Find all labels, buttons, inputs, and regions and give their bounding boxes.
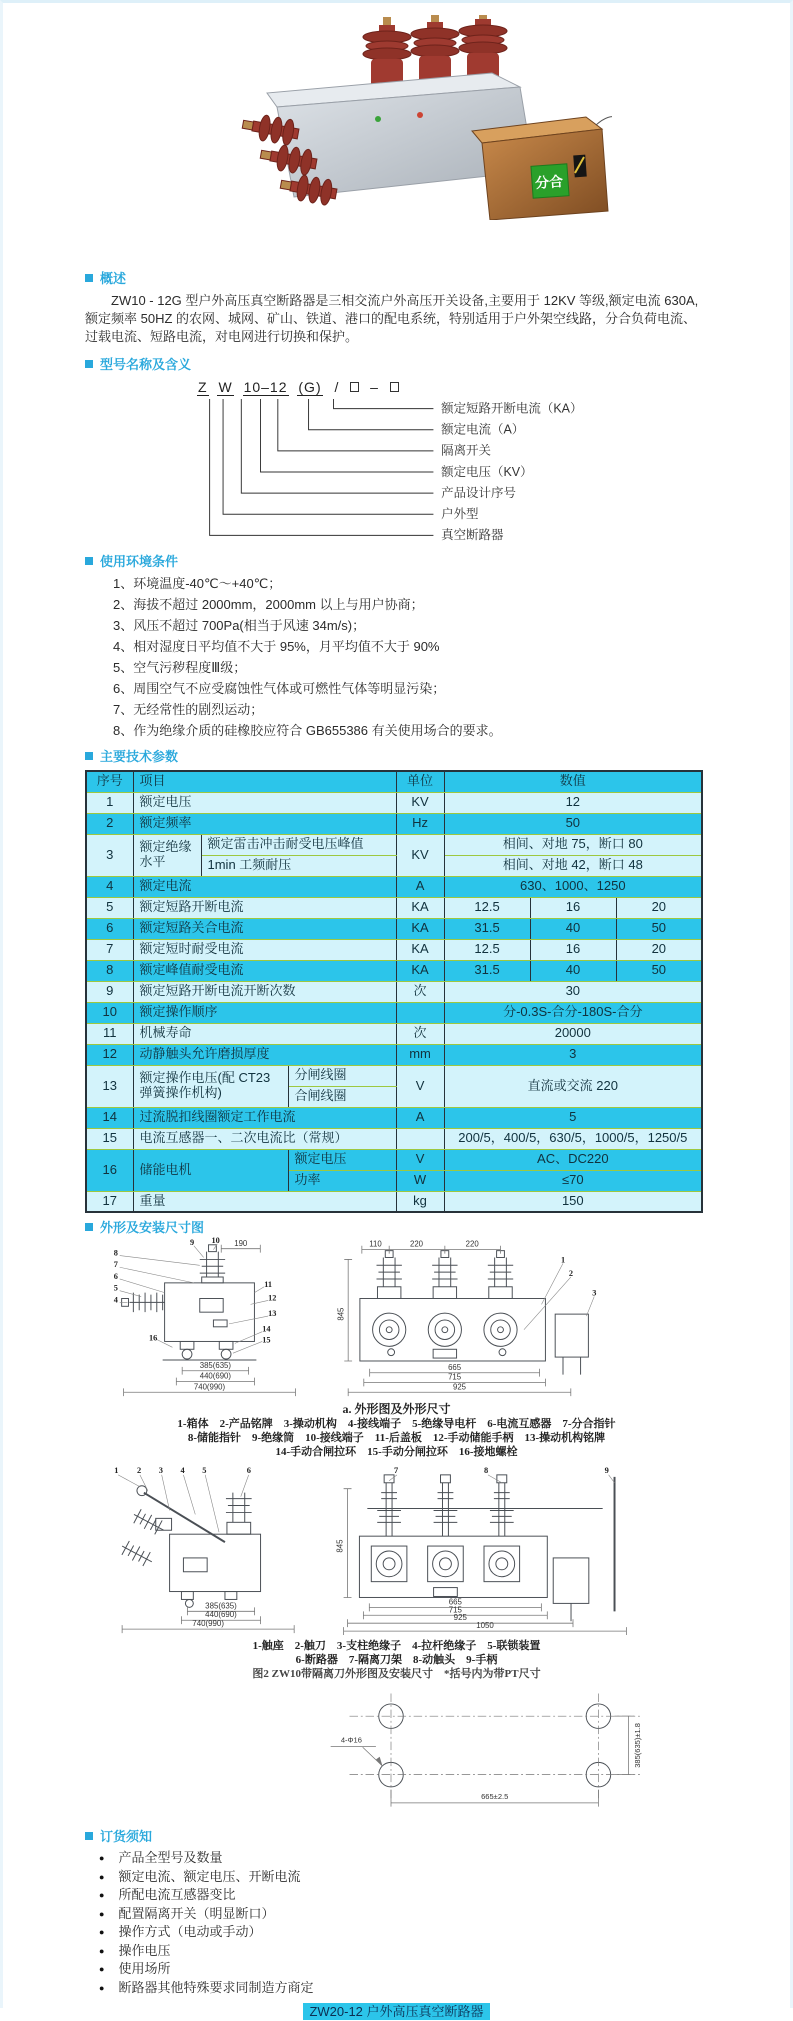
parameters-table [85,770,703,1213]
table-row: 5 额定短路开断电流 KA 12.5 16 20 [86,897,702,918]
svg-text:8: 8 [113,1248,118,1258]
code-dash: – [370,379,379,395]
svg-text:7: 7 [393,1465,398,1475]
overview-heading [85,268,708,287]
table-row: 15 电流互感器一、二次电流比（常规） 200/5，400/5，630/5，1000/5，1250/5 [86,1128,702,1149]
table-row: 7 额定短时耐受电流 KA 12.5 16 20 [86,939,702,960]
photo-sticker-label: 分合 [534,173,564,192]
svg-text:220: 220 [409,1239,423,1249]
svg-text:440(690): 440(690) [204,1610,237,1620]
list-item: ● 产品全型号及数量 [99,1849,708,1868]
svg-text:10: 10 [210,1236,220,1245]
environment-title: 使用环境条件 [100,554,179,569]
code-part: Z [198,379,208,395]
bullet-icon: ● [99,1945,105,1956]
svg-text:13: 13 [267,1309,276,1319]
svg-text:385(635)±1.8: 385(635)±1.8 [632,1723,642,1768]
svg-text:5: 5 [201,1465,206,1475]
table-row: 1 额定电压 KV 12 [86,792,702,813]
table-row: 14 过流脱扣线圈额定工作电流 A 5 [86,1107,702,1128]
figure-b-legend-1: 1-触座 2-触刀 3-支柱绝缘子 4-拉杆绝缘子 5-联锁装置 [252,1640,541,1652]
list-item: 6、周围空气不应受腐蚀性气体或可燃性气体等明显污染； [113,681,446,696]
code-slash: / [334,379,340,395]
code-part: 10–12 [243,379,288,395]
parameters-title: 主要技术参数 [100,749,179,764]
svg-text:715: 715 [447,1372,461,1382]
svg-text:14: 14 [261,1324,271,1334]
list-item: ● 所配电流互感器变比 [99,1886,708,1905]
environment-list [113,573,708,741]
overview-title: 概述 [100,271,127,286]
list-item: ● 配置隔离开关（明显断口） [99,1905,708,1924]
figure-b-caption: 图2 ZW10带隔离刀外形图及安装尺寸 *括号内为带PT尺寸 [252,1668,541,1680]
table-row: 功率 W ≤70 [86,1170,702,1191]
svg-text:1: 1 [560,1255,565,1265]
model-label: 真空断路器 [441,528,504,543]
list-item: ● 操作方式（电动或手动） [99,1923,708,1942]
svg-text:845: 845 [335,1539,345,1553]
table-row: 11 机械寿命 次 20000 [86,1023,702,1044]
figure-a-caption: a. 外形图及外形尺寸 [342,1402,451,1416]
list-item: 3、风压不超过 700Pa(相当于风速 34m/s)； [113,618,366,633]
model-label: 户外型 [441,507,479,522]
outline-drawing-b [97,1463,697,1639]
svg-text:925: 925 [452,1382,466,1392]
svg-text:1: 1 [113,1465,118,1475]
list-item: 2、海拔不超过 2000mm，2000mm 以上与用户协商； [113,597,424,612]
col-header: 单位 [396,771,444,792]
svg-text:3: 3 [158,1465,163,1475]
code-part: (G) [298,379,322,395]
table-row: 3 额定绝缘水平 额定雷击冲击耐受电压峰值 KV 相间、对地 75，断口 80 [86,834,702,855]
svg-text:6: 6 [113,1271,118,1281]
svg-text:740(990): 740(990) [191,1619,224,1629]
bullet-icon: ● [99,1908,105,1919]
model-code [197,379,708,399]
table-row: 4 额定电流 A 630、1000、1250 [86,876,702,897]
bullet-icon: ● [99,1853,105,1863]
svg-text:925: 925 [453,1613,467,1623]
figure-c [85,1686,708,1818]
code-part: W [218,379,233,395]
list-item: 4、相对湿度日平均值不大于 95%，月平均值不大于 90% [113,639,440,654]
overview-paragraph: ZW10 - 12G 型户外高压真空断路器是三相交流户外高压开关设备,主要用于 12KV 等级,额定电流 630A,额定频率 50HZ 的农网、城网、矿山、铁道、港口的配电系统，特别适用于户外架空线路，分合负荷电流、过载电流、短路电流，对电网进行切换和保护。 [85,293,699,344]
dimensions-heading [85,1217,708,1236]
svg-text:220: 220 [465,1239,479,1249]
ordering-title: 订货须知 [100,1829,153,1844]
table-row: 10 额定操作顺序 分-0.3S-合分-180S-合分 [86,1002,702,1023]
model-label: 隔离开关 [441,443,491,458]
svg-text:665: 665 [447,1362,461,1372]
table-row: 12 动静触头允许磨损厚度 mm 3 [86,1044,702,1065]
svg-text:9: 9 [189,1237,194,1247]
svg-text:2: 2 [136,1465,141,1475]
table-header-row [86,771,702,792]
svg-text:190: 190 [233,1238,247,1248]
svg-text:8: 8 [483,1465,488,1475]
svg-text:9: 9 [604,1465,609,1475]
svg-text:6: 6 [246,1465,251,1475]
svg-text:440(690): 440(690) [199,1371,231,1381]
table-row: 6 额定短路关合电流 KA 31.5 40 50 [86,918,702,939]
section-bullet-icon [85,1223,93,1231]
svg-text:2: 2 [568,1269,573,1279]
model-heading [85,354,708,373]
dimensions-title: 外形及安装尺寸图 [100,1220,205,1235]
svg-text:5: 5 [113,1283,118,1293]
model-meaning-diagram [85,399,705,545]
table-row: 1min 工频耐压 相间、对地 42，断口 48 [86,855,702,876]
list-item: 1、环境温度-40℃～+40℃； [113,576,282,591]
svg-text:1050: 1050 [475,1621,494,1631]
svg-text:7: 7 [113,1260,118,1270]
ordering-list [99,1849,708,1997]
mounting-holes-drawing [275,1686,705,1818]
table-row: 2 额定频率 Hz 50 [86,813,702,834]
footer-product-name: ZW20-12 户外高压真空断路器 [303,2003,489,2020]
figure-a-legend-3: 14-手动合闸拉环 15-手动分闸拉环 16-接地螺栓 [275,1446,518,1458]
list-item: ● 额定电流、额定电压、开断电流 [99,1868,708,1887]
table-row: 13 额定操作电压(配 CT23 弹簧操作机构) 分闸线圈 V 直流或交流 220 [86,1065,702,1086]
col-header: 项目 [133,771,396,792]
outline-drawing-a [97,1236,697,1402]
svg-text:4: 4 [113,1295,118,1305]
model-label: 额定电压（KV） [441,464,533,479]
list-item: 8、作为绝缘介质的硅橡胶应符合 GB655386 有关使用场合的要求。 [113,723,502,738]
model-label: 额定电流（A） [441,422,525,437]
svg-text:11: 11 [263,1279,272,1289]
svg-text:16: 16 [148,1333,157,1343]
svg-text:15: 15 [261,1335,271,1345]
table-row: 合闸线圈 [86,1086,702,1107]
svg-text:715: 715 [448,1605,462,1615]
section-bullet-icon [85,752,93,760]
code-box-icon [350,382,359,392]
ordering-heading [85,1826,708,1845]
model-label: 额定短路开断电流（KA） [441,401,583,416]
bullet-icon: ● [99,1964,105,1974]
mechanism-box [472,117,612,220]
svg-text:665: 665 [448,1597,462,1607]
table-row: 8 额定峰值耐受电流 KA 31.5 40 50 [86,960,702,981]
bullet-icon: ● [99,1982,105,1993]
figure-b [85,1463,708,1682]
svg-text:4: 4 [179,1465,185,1475]
figure-a-legend-1: 1-箱体 2-产品铭牌 3-操动机构 4-接线端子 5-绝缘导电杆 6-电流互感器 7-分合指针 [177,1418,616,1430]
bullet-icon: ● [99,1871,105,1882]
section-bullet-icon [85,1832,93,1840]
col-header: 数值 [444,771,702,792]
list-item: ● 断路器其他特殊要求同制造方商定 [99,1979,708,1998]
code-box-icon [390,382,399,392]
list-item: 7、无经常性的剧烈运动； [113,702,264,717]
section-bullet-icon [85,274,93,282]
product-photo [182,15,612,220]
svg-text:12: 12 [267,1293,276,1303]
figure-b-legend-2: 6-断路器 7-隔离刀架 8-动触头 9-手柄 [295,1654,498,1666]
svg-text:4-Φ16: 4-Φ16 [340,1735,362,1745]
table-row: 16 储能电机 额定电压 V AC、DC220 [86,1149,702,1170]
list-item: 5、空气污秽程度Ⅲ级； [113,660,247,675]
list-item: ● 操作电压 [99,1942,708,1961]
list-item: ● 使用场所 [99,1960,708,1979]
svg-text:740(990): 740(990) [193,1382,225,1392]
col-header: 序号 [86,771,133,792]
svg-text:385(635): 385(635) [199,1360,231,1370]
model-label: 产品设计序号 [441,485,516,500]
environment-heading [85,551,708,570]
svg-text:845: 845 [335,1307,345,1321]
svg-text:3: 3 [591,1288,596,1298]
svg-text:665±2.5: 665±2.5 [481,1792,509,1802]
section-bullet-icon [85,360,93,368]
page-footer [85,2001,708,2021]
svg-text:385(635): 385(635) [204,1601,237,1611]
bullet-icon: ● [99,1927,105,1937]
table-row: 9 额定短路开断电流开断次数 次 30 [86,981,702,1002]
section-bullet-icon [85,557,93,565]
table-row: 17 重量 kg 150 [86,1191,702,1212]
figure-a-legend-2: 8-储能指针 9-绝缘筒 10-接线端子 11-后盖板 12-手动储能手柄 13-操动机构铭牌 [187,1432,606,1444]
parameters-heading [85,746,708,765]
bullet-icon: ● [99,1890,105,1900]
model-title: 型号名称及含义 [100,357,192,372]
svg-text:110: 110 [368,1239,382,1249]
figure-a [85,1236,708,1459]
